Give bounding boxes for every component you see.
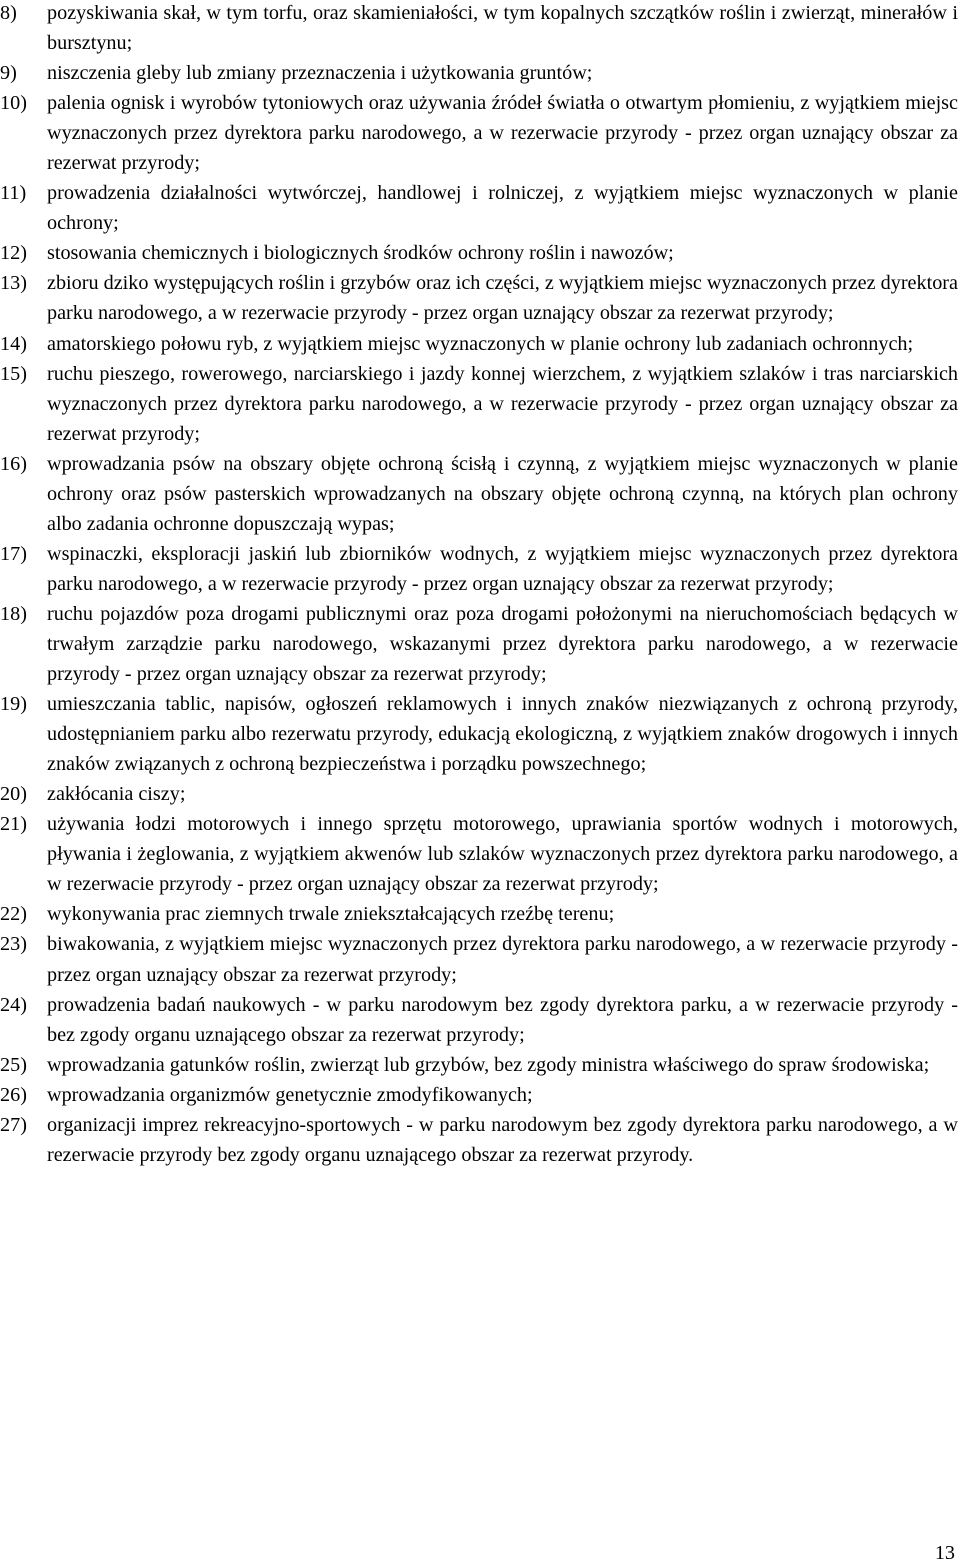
list-item-text: niszczenia gleby lub zmiany przeznaczenia i użytkowania gruntów; (47, 62, 593, 85)
list-item (0, 88, 958, 178)
list-item-number: 25) (0, 1053, 27, 1076)
list-item (0, 359, 958, 449)
list-item-number: 10) (0, 92, 27, 115)
list-item-number: 15) (0, 362, 27, 385)
list-item (0, 1080, 958, 1110)
list-item (0, 0, 958, 58)
list-item-text: wykonywania prac ziemnych trwale zniekształcających rzeźbę terenu; (47, 903, 615, 926)
list-item-number: 21) (0, 813, 27, 836)
list-item (0, 178, 958, 238)
list-item-number: 22) (0, 903, 27, 926)
list-item-number: 19) (0, 693, 27, 716)
list-item (0, 329, 958, 359)
list-item-text: wprowadzania organizmów genetycznie zmodyfikowanych; (47, 1083, 533, 1106)
list-item-text: umieszczania tablic, napisów, ogłoszeń reklamowych i innych znaków niezwiązanych z ochroną przyrody, udostępnianiem parku albo rezerwatu przyrody, edukacją ekologiczną, z wyjątkiem znaków drogowych i innych znaków związanych z ochroną bezpieczeństwa i porządku powszechnego; (47, 693, 958, 776)
list-item-text: biwakowania, z wyjątkiem miejsc wyznaczonych przez dyrektora parku narodowego, a w rezerwacie przyrody - przez organ uznający obszar za rezerwat przyrody; (47, 933, 958, 986)
list-item-text: pozyskiwania skał, w tym torfu, oraz skamieniałości, w tym kopalnych szczątków roślin i zwierząt, minerałów i bursztynu; (47, 2, 958, 55)
list-item-text: wprowadzania gatunków roślin, zwierząt lub grzybów, bez zgody ministra właściwego do spraw środowiska; (47, 1053, 930, 1076)
list-item-text: ruchu pieszego, rowerowego, narciarskiego i jazdy konnej wierzchem, z wyjątkiem szlaków i tras narciarskich wyznaczonych przez dyrektora parku narodowego, a w rezerwacie przyrody - przez organ uznający obszar za rezerwat przyrody; (47, 362, 958, 445)
list-item (0, 899, 958, 929)
list-item-text: prowadzenia badań naukowych - w parku narodowym bez zgody dyrektora parku, a w rezerwacie przyrody - bez zgody organu uznającego obszar za rezerwat przyrody; (47, 993, 958, 1046)
list-item-number: 13) (0, 272, 27, 295)
list-item (0, 809, 958, 899)
list-item-number: 12) (0, 242, 27, 265)
list-item-number: 14) (0, 332, 27, 355)
list-item-number: 27) (0, 1113, 27, 1136)
list-item-text: zbioru dziko występujących roślin i grzybów oraz ich części, z wyjątkiem miejsc wyznaczonych przez dyrektora parku narodowego, a w rezerwacie przyrody - przez organ uznający obszar za rezerwat przyrody; (47, 272, 958, 325)
list-item-number: 11) (0, 182, 27, 205)
list-item (0, 539, 958, 599)
list-item (0, 1050, 958, 1080)
list-item-number: 20) (0, 783, 27, 806)
list-item (0, 1110, 958, 1170)
list-item-number: 24) (0, 993, 27, 1016)
list-item (0, 268, 958, 328)
list-item (0, 58, 958, 88)
list-item (0, 990, 958, 1050)
list-item-number: 16) (0, 452, 27, 475)
list-item-text: wprowadzania psów na obszary objęte ochroną ścisłą i czynną, z wyjątkiem miejsc wyznaczonych w planie ochrony oraz psów pasterskich wprowadzanych na obszary objęte ochroną czynną, na których plan ochrony albo zadania ochronne dopuszczają wypas; (47, 452, 958, 535)
list-item (0, 689, 958, 779)
list-item-text: zakłócania ciszy; (47, 783, 186, 806)
list-item-text: używania łodzi motorowych i innego sprzętu motorowego, uprawiania sportów wodnych i motorowych, pływania i żeglowania, z wyjątkiem akwenów lub szlaków wyznaczonych przez dyrektora parku narodowego, a w rezerwacie przyrody - przez organ uznający obszar za rezerwat przyrody; (47, 813, 958, 896)
list-item-number: 18) (0, 602, 27, 625)
list-item-text: stosowania chemicznych i biologicznych środków ochrony roślin i nawozów; (47, 242, 674, 265)
list-item (0, 779, 958, 809)
list-item (0, 929, 958, 989)
list-item-text: ruchu pojazdów poza drogami publicznymi oraz poza drogami położonymi na nieruchomościach będących w trwałym zarządzie parku narodowego, wskazanymi przez dyrektora parku narodowego, a w rezerwacie przyrody - przez organ uznający obszar za rezerwat przyrody; (47, 602, 958, 686)
list-item-number: 17) (0, 542, 27, 565)
list-item-text: organizacji imprez rekreacyjno-sportowych - w parku narodowym bez zgody dyrektora parku narodowego, a w rezerwacie przyrody bez zgody organu uznającego obszar za rezerwat przyrody. (47, 1113, 958, 1166)
list-item-number: 8) (0, 2, 17, 24)
list-item (0, 238, 958, 268)
list-item-text: palenia ognisk i wyrobów tytoniowych oraz używania źródeł światła o otwartym płomieniu, z wyjątkiem miejsc wyznaczonych przez dyrektora parku narodowego, a w rezerwacie przyrody - przez organ uznający obszar za rezerwat przyrody; (47, 92, 958, 175)
list-item-number: 23) (0, 933, 27, 956)
list-item-text: prowadzenia działalności wytwórczej, handlowej i rolniczej, z wyjątkiem miejsc wyznaczonych w planie ochrony; (47, 182, 958, 235)
page-number: 13 (934, 1542, 955, 1564)
list-item-text: amatorskiego połowu ryb, z wyjątkiem miejsc wyznaczonych w planie ochrony lub zadaniach ochronnych; (47, 332, 914, 355)
list-item-text: wspinaczki, eksploracji jaskiń lub zbiorników wodnych, z wyjątkiem miejsc wyznaczonych przez dyrektora parku narodowego, a w rezerwacie przyrody - przez organ uznający obszar za rezerwat przyrody; (47, 542, 958, 595)
list-item-number: 26) (0, 1083, 27, 1106)
list-item-number: 9) (0, 62, 17, 85)
list-item (0, 449, 958, 539)
list-item (0, 599, 958, 689)
